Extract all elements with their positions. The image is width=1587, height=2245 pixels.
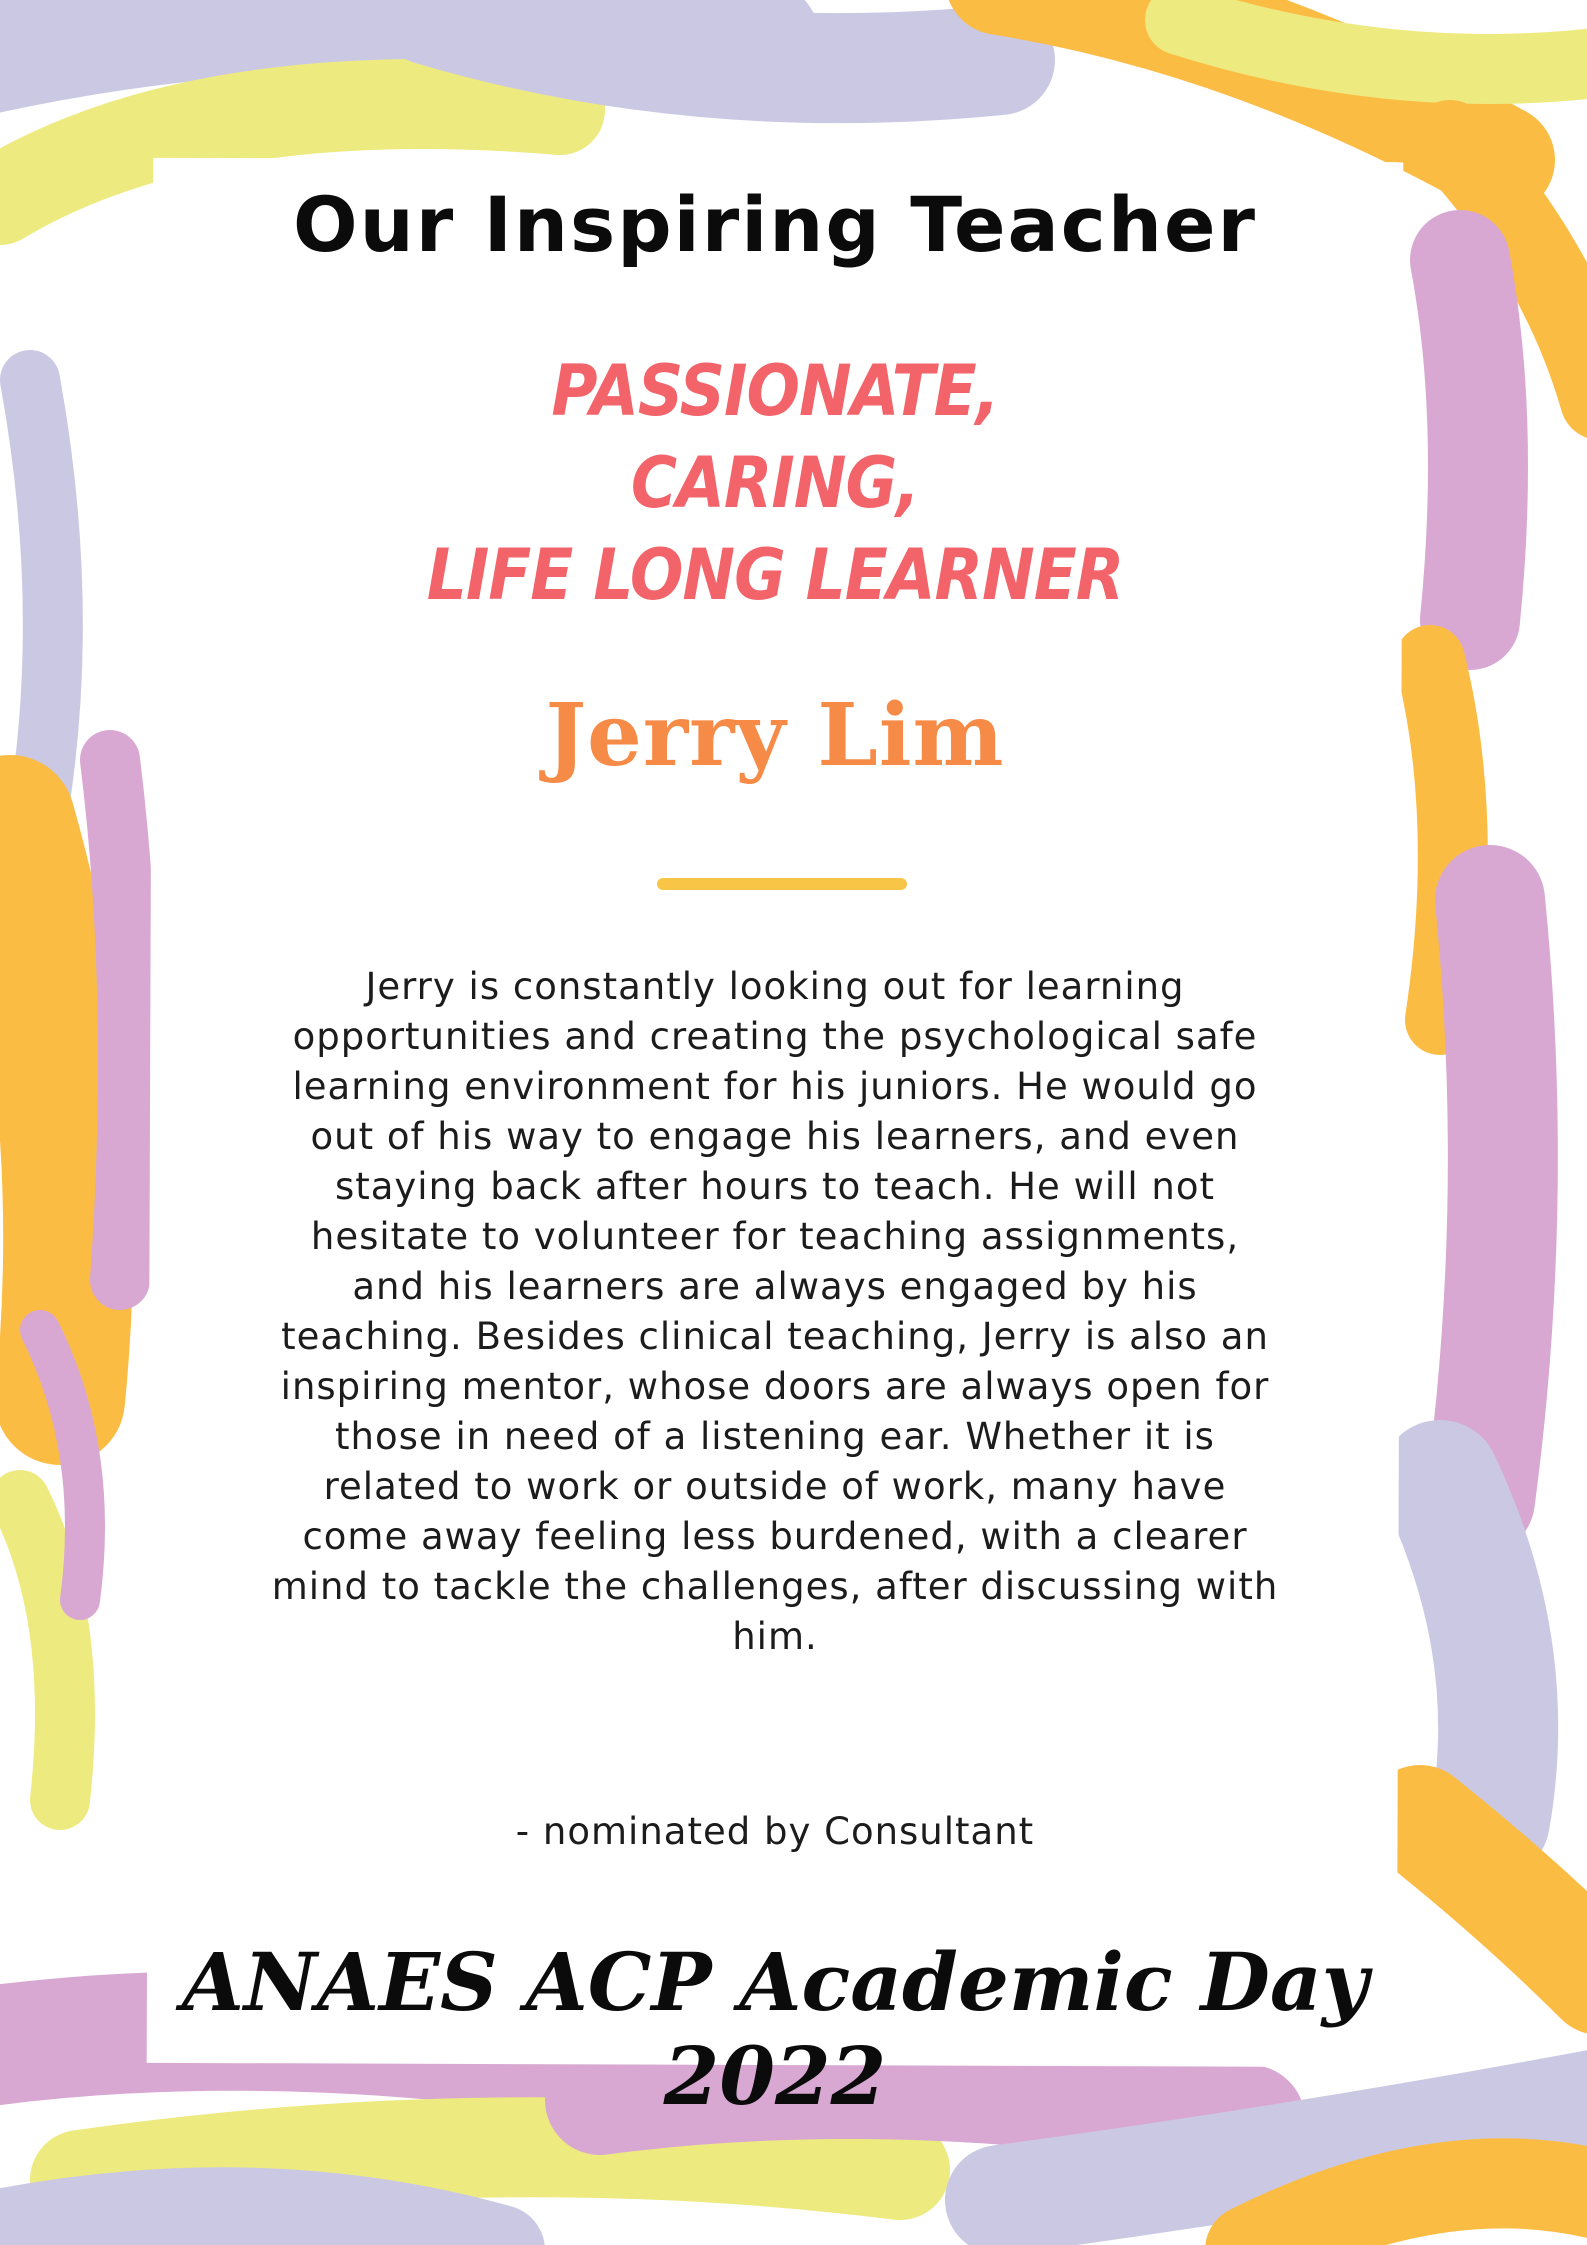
nominated-by: - nominated by Consultant xyxy=(515,1810,1035,1853)
poster-content xyxy=(150,160,1400,2123)
divider xyxy=(657,878,907,890)
poster-title: Our Inspiring Teacher xyxy=(293,180,1257,269)
nomination-description: Jerry is constantly looking out for learning opportunities and creating the psychological safe learning environment for his juniors. He would go out of his way to engage his learners, and even staying back after hours to teach. He will not hesitate to volunteer for teaching assignments, and his learners are always engaged by his teaching. Besides clinical teaching, Jerry is also an inspiring mentor, whose doors are always open for those in need of a listening ear. Whether it is related to work or outside of work, many have come away feeling less burdened, with a clearer mind to tackle the challenges, after discussing with him. xyxy=(271,965,1279,1658)
trait-item: CARING, xyxy=(630,442,920,524)
traits-list xyxy=(150,345,1400,621)
teacher-name: Jerry Lim xyxy=(545,685,1005,786)
trait-item: LIFE LONG LEARNER xyxy=(426,534,1124,616)
event-title: ANAES ACP Academic Day 2022 xyxy=(181,1935,1369,2123)
trait-item: PASSIONATE, xyxy=(551,350,999,432)
